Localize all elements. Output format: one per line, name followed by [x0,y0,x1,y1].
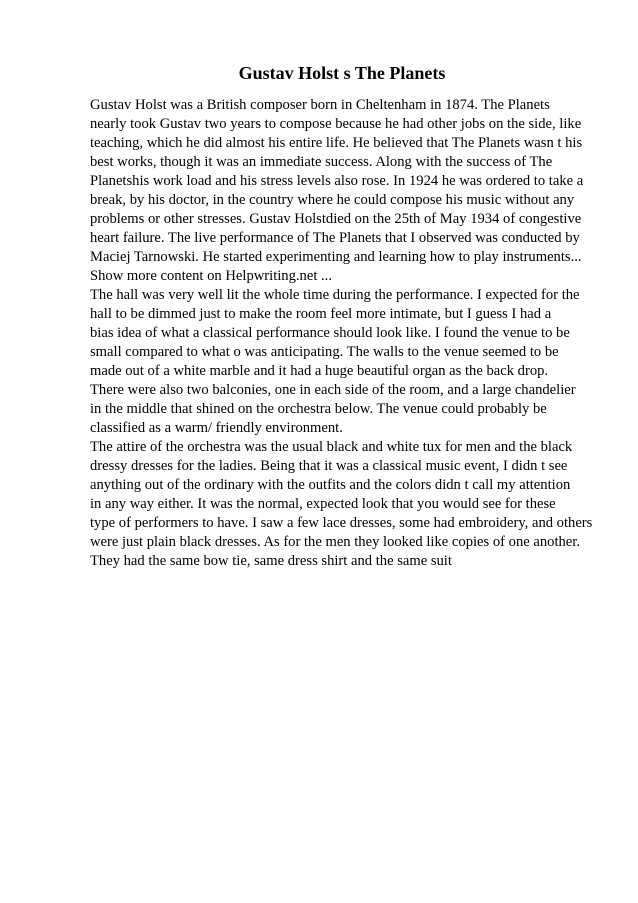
body-line: in any way either. It was the normal, expected look that you would see for these [90,496,556,512]
show-more-line: Show more content on Helpwriting.net ... [90,268,332,284]
body-line: bias idea of what a classical performance should look like. I found the venue to be [90,325,570,341]
body-line: The hall was very well lit the whole time during the performance. I expected for the [90,287,580,303]
body-line: teaching, which he did almost his entire life. He believed that The Planets wasn t his [90,135,583,151]
body-line: type of performers to have. I saw a few lace dresses, some had embroidery, and others [90,515,593,531]
body-line: dressy dresses for the ladies. Being that it was a classical music event, I didn t see [90,458,568,474]
body-line: Maciej Tarnowski. He started experimenting and learning how to play instruments... [90,249,582,265]
body-line: nearly took Gustav two years to compose because he had other jobs on the side, like [90,116,582,132]
body-line: Gustav Holst was a British composer born in Cheltenham in 1874. The Planets [90,97,550,113]
body-line: The attire of the orchestra was the usual black and white tux for men and the black [90,439,573,455]
body-line: problems or other stresses. Gustav Holstdied on the 25th of May 1934 of congestive [90,211,582,227]
body-line: small compared to what o was anticipating. The walls to the venue seemed to be [90,344,559,360]
body-line: were just plain black dresses. As for the men they looked like copies of one another. [90,534,580,550]
body-line: made out of a white marble and it had a huge beautiful organ as the back drop. [90,363,549,379]
document-body [90,96,610,571]
body-line: Planetshis work load and his stress levels also rose. In 1924 he was ordered to take a [90,173,584,189]
body-line: There were also two balconies, one in each side of the room, and a large chandelier [90,382,576,398]
body-line: heart failure. The live performance of The Planets that I observed was conducted by [90,230,580,246]
document-title: Gustav Holst s The Planets [238,63,446,83]
body-line: classified as a warm/ friendly environment. [90,420,343,436]
body-line: They had the same bow tie, same dress shirt and the same suit [90,553,452,569]
body-line: in the middle that shined on the orchestra below. The venue could probably be [90,401,547,417]
body-line: hall to be dimmed just to make the room feel more intimate, but I guess I had a [90,306,552,322]
body-line: anything out of the ordinary with the outfits and the colors didn t call my attention [90,477,571,493]
body-line: best works, though it was an immediate success. Along with the success of The [90,154,553,170]
body-line: break, by his doctor, in the country where he could compose his music without any [90,192,575,208]
